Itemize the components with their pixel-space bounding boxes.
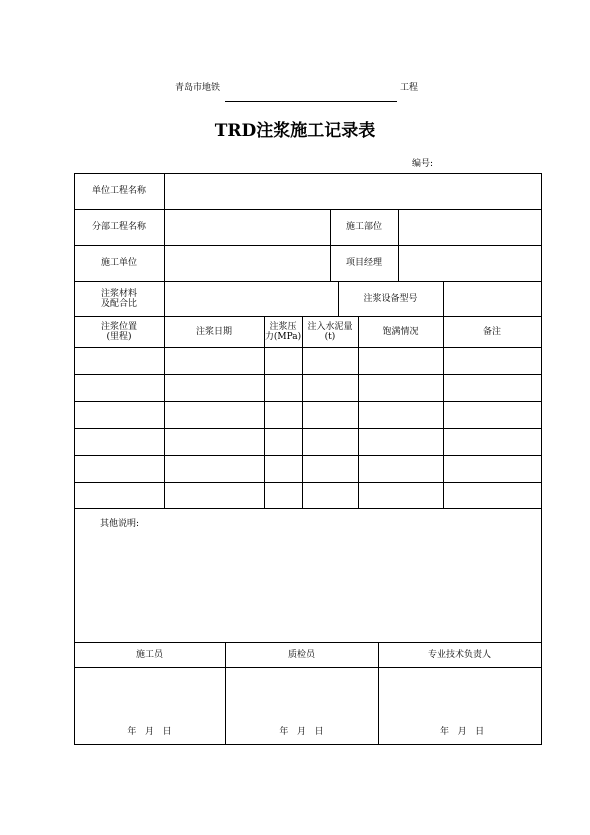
quality-inspector-date: 年 月 日: [279, 727, 324, 737]
project-prefix: 青岛市地铁: [175, 83, 221, 93]
other-notes-field[interactable]: [75, 530, 541, 642]
row-line: [74, 667, 542, 668]
header-remarks: 备注: [482, 326, 501, 337]
material-ratio-label: 注浆材料 及配合比: [100, 288, 137, 309]
construction-part-field[interactable]: [399, 210, 541, 245]
row-line: [74, 347, 542, 348]
sub-project-label: 分部工程名称: [91, 222, 146, 232]
other-notes-label: 其他说明:: [100, 519, 140, 529]
equipment-model-field[interactable]: [444, 282, 541, 316]
sub-project-field[interactable]: [165, 210, 330, 245]
technical-lead-label: 专业技术负责人: [427, 649, 491, 660]
unit-project-field[interactable]: [165, 174, 541, 209]
constructor-date: 年 月 日: [127, 727, 172, 737]
table-border-bottom: [74, 744, 542, 745]
header-grouting-date: 注浆日期: [195, 326, 232, 337]
header-grouting-position: 注浆位置 (里程): [100, 321, 137, 342]
form-title: TRD注浆施工记录表: [214, 121, 376, 141]
header-fullness: 饱满情况: [382, 326, 419, 337]
construction-unit-label: 施工单位: [100, 258, 137, 268]
quality-inspector-label: 质检员: [287, 649, 315, 660]
constructor-label: 施工员: [135, 649, 163, 660]
row-line: [74, 401, 542, 402]
row-line: [74, 455, 542, 456]
row-line: [74, 482, 542, 483]
construction-part-label: 施工部位: [345, 222, 382, 232]
row-line: [74, 374, 542, 375]
project-manager-field[interactable]: [399, 246, 541, 281]
header-grouting-pressure: 注浆压 力(MPa): [264, 321, 302, 342]
material-ratio-field[interactable]: [165, 282, 338, 316]
row-line: [74, 508, 542, 509]
technical-lead-date: 年 月 日: [440, 727, 485, 737]
project-manager-label: 项目经理: [345, 258, 382, 268]
project-suffix: 工程: [400, 83, 419, 93]
equipment-model-label: 注浆设备型号: [363, 293, 418, 304]
row-line: [74, 428, 542, 429]
unit-project-label: 单位工程名称: [91, 186, 146, 196]
table-border-right: [541, 173, 542, 745]
header-cement-amount: 注入水泥量 (t): [307, 321, 353, 342]
number-label: 编号:: [412, 159, 434, 169]
construction-unit-field[interactable]: [165, 246, 330, 281]
